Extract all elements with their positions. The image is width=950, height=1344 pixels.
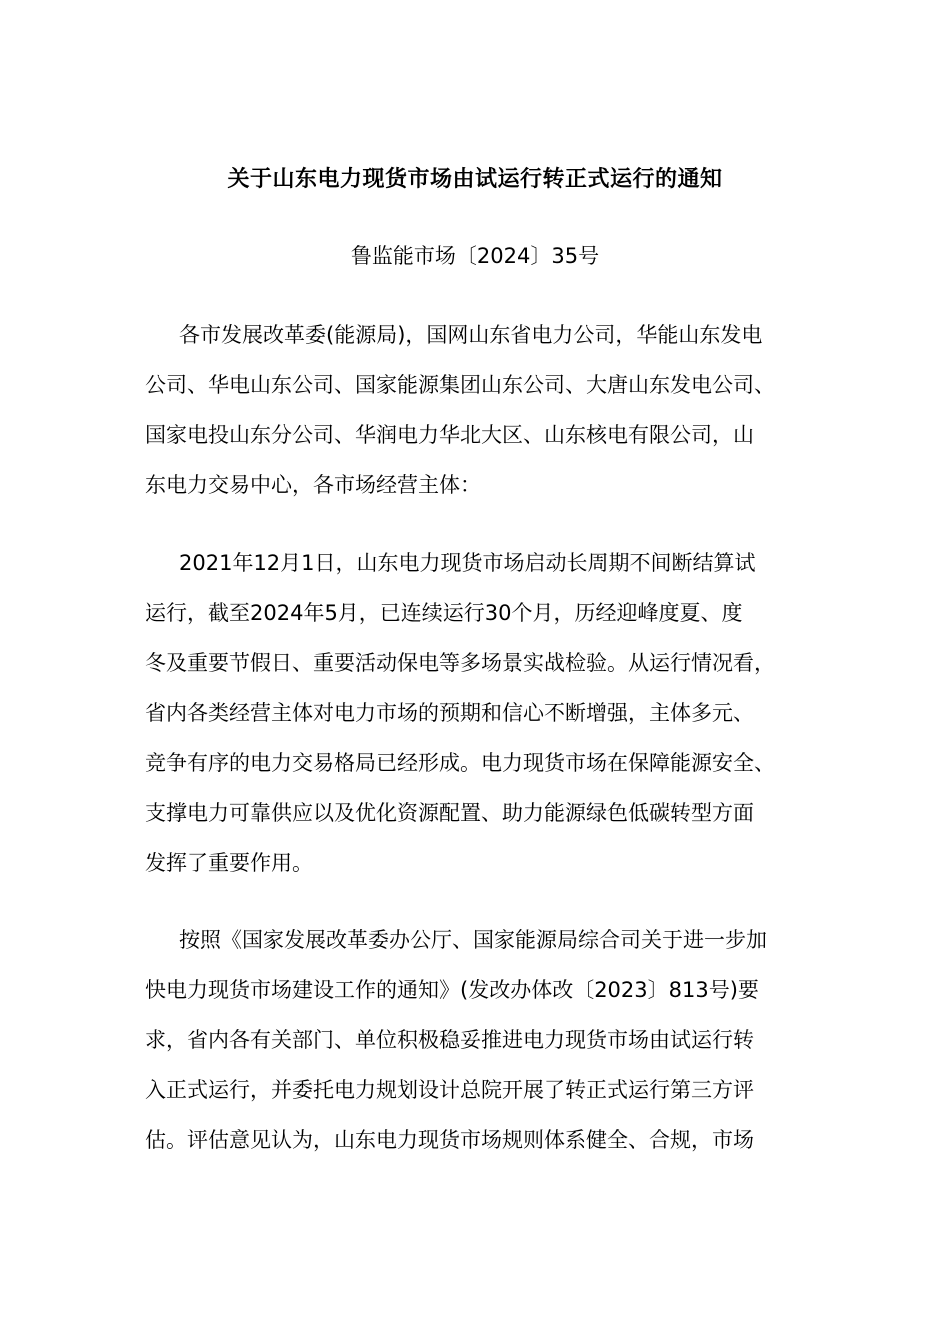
paragraph-line: 快电力现货市场建设工作的通知》(发改办体改〔2023〕813号)要 bbox=[145, 978, 759, 1002]
document-number: 鲁监能市场〔2024〕35号 bbox=[350, 244, 600, 268]
paragraph-line: 运行，截至2024年5月，已连续运行30个月，历经迎峰度夏、度 bbox=[145, 601, 743, 625]
paragraph-line: 各市发展改革委(能源局)，国网山东省电力公司，华能山东发电 bbox=[179, 323, 763, 347]
paragraph-line: 入正式运行，并委托电力规划设计总院开展了转正式运行第三方评 bbox=[145, 1078, 754, 1102]
paragraph-line: 冬及重要节假日、重要活动保电等多场景实战检验。从运行情况看， bbox=[145, 651, 775, 675]
paragraph-line: 估。评估意见认为，山东电力现货市场规则体系健全、合规，市场 bbox=[145, 1128, 754, 1152]
paragraph-line: 东电力交易中心，各市场经营主体： bbox=[145, 473, 481, 497]
paragraph-addressees bbox=[145, 310, 810, 510]
paragraph-line: 竞争有序的电力交易格局已经形成。电力现货市场在保障能源安全、 bbox=[145, 751, 775, 775]
paragraph-line: 省内各类经营主体对电力市场的预期和信心不断增强，主体多元、 bbox=[145, 701, 754, 725]
paragraph-line: 2021年12月1日，山东电力现货市场启动长周期不间断结算试 bbox=[179, 551, 756, 575]
paragraph-line: 求，省内各有关部门、单位积极稳妥推进电力现货市场由试运行转 bbox=[145, 1028, 754, 1052]
paragraph-background bbox=[145, 538, 810, 888]
paragraph-line: 公司、华电山东公司、国家能源集团山东公司、大唐山东发电公司、 bbox=[145, 373, 775, 397]
paragraph-line: 支撑电力可靠供应以及优化资源配置、助力能源绿色低碳转型方面 bbox=[145, 801, 754, 825]
paragraph-line: 发挥了重要作用。 bbox=[145, 851, 313, 875]
paragraph-requirements bbox=[145, 915, 810, 1165]
paragraph-line: 按照《国家发展改革委办公厅、国家能源局综合司关于进一步加 bbox=[179, 928, 767, 952]
paragraph-line: 国家电投山东分公司、华润电力华北大区、山东核电有限公司，山 bbox=[145, 423, 754, 447]
document-title: 关于山东电力现货市场由试运行转正式运行的通知 bbox=[227, 167, 723, 192]
